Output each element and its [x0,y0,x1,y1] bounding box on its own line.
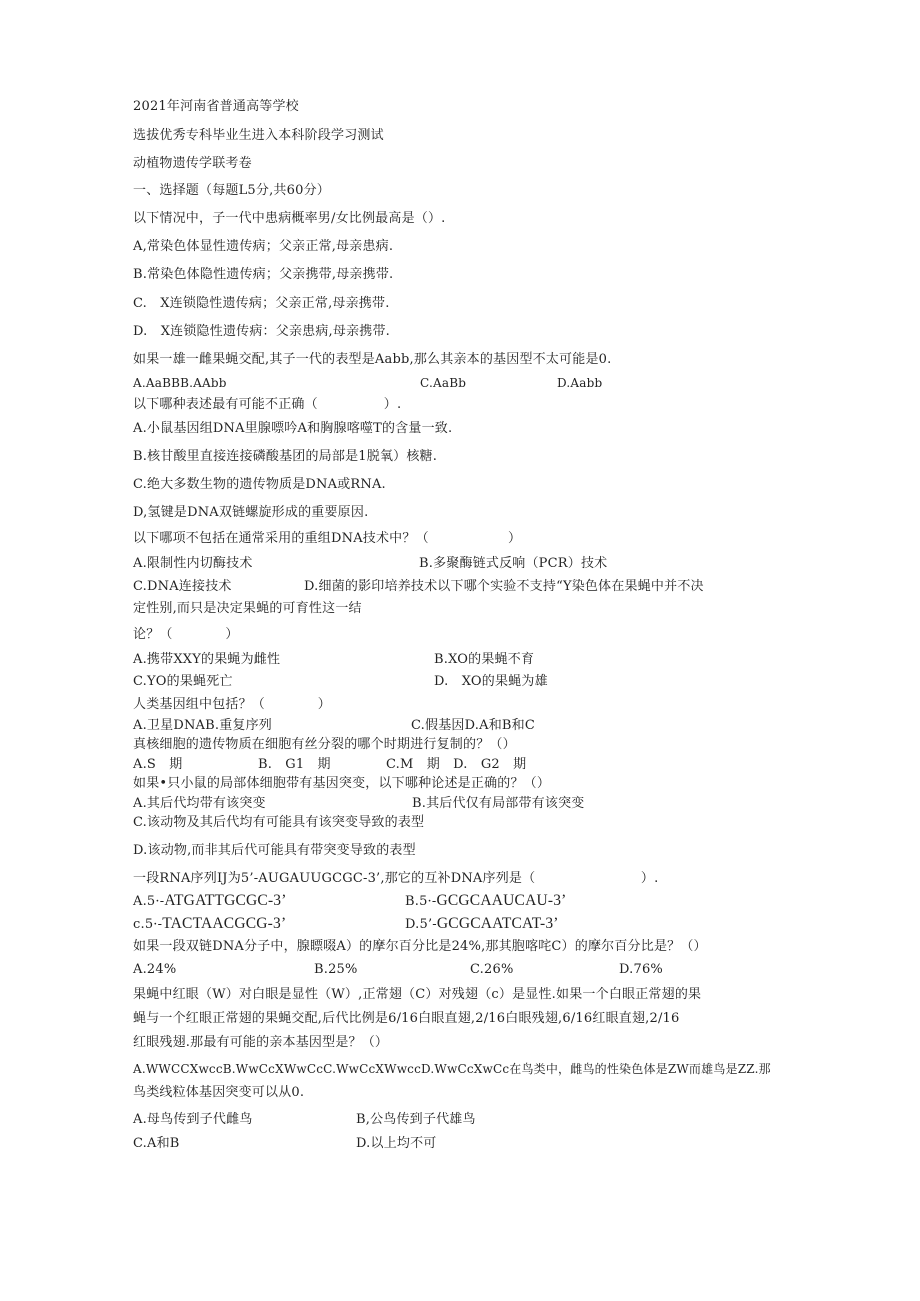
q8-option-c: C.该动物及其后代均有可能具有该突变导致的表型 [133,815,425,830]
q9-option-a [133,893,287,910]
q9-option-c [133,916,286,933]
q7-option-a: A.S 期 [133,757,183,772]
q2-option-c: C.AaBb [420,376,467,390]
q1-option-c: C. X连锁隐性遗传病；父亲正常,母亲携带. [133,296,390,311]
q11-line-1: 果蝇中红眼（W）对白眼是显性（W）,正常翅（C）对残翅（c）是显性.如果一个白眼正常翅的果 [133,987,702,1002]
q8-option-d: D.该动物,而非其后代可能具有带突变导致的表型 [133,843,416,858]
q11-line-4: A.WWCCXwccB.WwCcXWwCcC.WwCcXWwccD.WwCcXwCc在鸟类中，雌鸟的性染色体是ZW而雄鸟是ZZ.那 [133,1062,771,1076]
q11-line-5: 鸟类线粒体基因突变可以从0. [133,1085,305,1100]
q12-option-a: A.母鸟传到子代雌鸟 [133,1112,253,1127]
q5-option-a: A.携带XXY的果蝇为雌性 [133,652,281,667]
q4-stem: 以下哪项不包括在通常采用的重组DNA技术中？（ ） [133,531,522,546]
q10-option-c: C.26% [470,962,514,977]
q3-option-c: C.绝大多数生物的遗传物质是DNA或RNA. [133,477,386,492]
q2-option-d: D.Aabb [557,376,603,390]
q1-stem: 以下情况中，子一代中患病概率男/女比例最高是（）. [133,211,446,226]
q8-stem: 如果•只小鼠的局部体细胞带有基因突变，以下哪种论述是正确的？（） [133,776,551,791]
q5-option-c: C.YO的果蝇死亡 [133,674,233,689]
q4-option-c: C.DNA连接技术 [133,579,232,594]
q12-option-b: B,公鸟传到子代雄鸟 [356,1112,476,1127]
q9-option-d-prefix: D.5’- [405,917,437,932]
q10-stem: 如果一段双链DNA分子中，腺瞟啜A）的摩尔百分比是24%,那其胞喀咤C）的摩尔百分比是？（） [133,939,707,954]
q3-option-b: B.核甘酸里直接连接磷酸基团的局部是1脱氧）核糖. [133,449,438,464]
q9-option-a-prefix: A.5·- [133,894,165,909]
q11-line-3: 红眼残翅.那最有可能的亲本基因型是？（） [133,1035,389,1050]
q8-option-b: B.其后代仅有局部带有该突变 [412,796,585,811]
q4-option-d-merged: D.细菌的影印培养技术以下哪个实验不支持“Y染色体在果蝇中并不决 [304,579,704,594]
q7-stem: 真核细胞的遗传物质在细胞有丝分裂的哪个时期进行复制的？（） [133,737,516,752]
q3-option-a: A.小鼠基因组DNA里腺嘌吟A和胸腺喀噬T的含量一致. [133,421,453,436]
q9-option-b-prefix: B.5·- [405,894,437,909]
q6-option-cd: C.假基因D.A和B和C [411,718,535,733]
q2-option-ab: A.AaBBB.AAbb [133,376,227,390]
q8-option-a: A.其后代均带有该突变 [133,796,266,811]
q9-option-d-sequence: GCGCAATCAT-3’ [436,915,559,932]
q6-option-ab: A.卫星DNAB.重复序列 [133,718,272,733]
section-title: 一、选择题（每题L5分,共60分） [133,183,330,198]
q7-option-cd: C.M 期 D. G2 期 [386,757,527,772]
q9-option-d [405,916,559,933]
header-subject: 动植物遗传学联考卷 [133,156,252,171]
q3-option-d: D,氢键是DNA双链螺旋形成的重要原因. [133,505,369,520]
q10-option-b: B.25% [314,962,358,977]
q1-option-d: D. X连锁隐性遗传病：父亲患病,母亲携带. [133,324,391,339]
q5-option-d: D. XO的果蝇为雄 [434,674,548,689]
q9-option-c-sequence: TACTAACGCG-3’ [162,915,287,932]
q12-option-c: C.A和B [133,1136,180,1151]
q7-option-b: B. G1 期 [258,757,331,772]
q12-option-d: D.以上均不可 [356,1136,437,1151]
q1-option-b: B.常染色体隐性遗传病；父亲携带,母亲携带. [133,267,394,282]
q11-line-2: 蝇与一个红眼正常翅的果蝇交配,后代比例是6/16白眼直翅,2/16白眼残翅,6/16红眼直翅,2/16 [133,1011,680,1026]
q4-continuation-2: 论？（ ） [133,627,239,642]
q9-option-a-sequence: ATGATTGCGC-3’ [164,892,287,909]
q3-stem: 以下哪种表述最有可能不正确（ ）. [133,397,402,412]
q6-stem: 人类基因组中包括？（ ） [133,697,332,712]
header-school: 2021年河南省普通高等学校 [133,99,299,114]
q9-stem: 一段RNA序列IJ为5’-AUGAUUGCGC-3’,那它的互补DNA序列是（ ）. [133,871,659,886]
header-exam: 选拔优秀专科毕业生进入本科阶段学习测试 [133,128,384,143]
q4-option-a: A.限制性内切酶技术 [133,556,253,571]
q9-option-c-prefix: c.5·- [133,917,163,932]
q10-option-a: A.24% [133,962,177,977]
q4-continuation-1: 定性别,而只是决定果蝇的可育性这一结 [133,601,362,616]
q9-option-b-sequence: GCGCAAUCAU-3’ [436,892,567,909]
q9-option-b [405,893,567,910]
q1-option-a: A,常染色体显性遗传病；父亲正常,母亲患病. [133,239,394,254]
q5-option-b: B.XO的果蝇不育 [434,652,535,667]
q10-option-d: D.76% [619,962,663,977]
q4-option-b: B.多聚酶链式反响（PCR）技术 [419,556,608,571]
q2-stem: 如果一雄一雌果蝇交配,其子一代的表型是Aabb,那么其亲本的基因型不太可能是0. [133,352,612,367]
